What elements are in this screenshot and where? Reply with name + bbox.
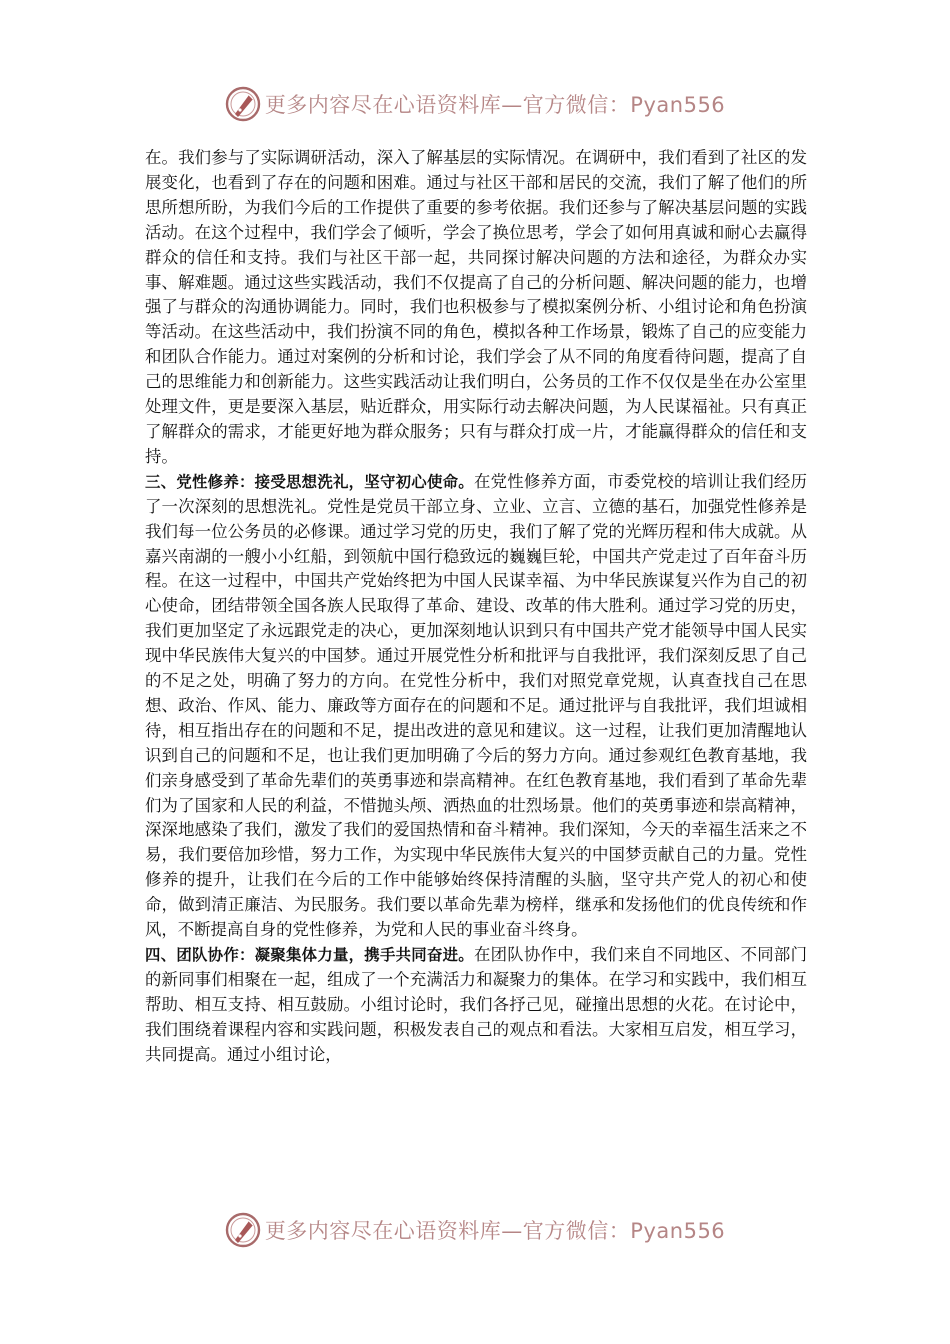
paragraph bbox=[145, 470, 807, 943]
section-heading: 三、党性修养：接受思想洗礼，坚守初心使命。 bbox=[145, 472, 474, 491]
watermark-text: 更多内容尽在心语资料库—官方微信：Pyan556 bbox=[264, 93, 726, 117]
document-body bbox=[145, 146, 807, 1068]
section-heading: 四、团队协作：凝聚集体力量，携手共同奋进。 bbox=[145, 946, 474, 964]
pen-nib-logo-icon bbox=[225, 1212, 261, 1248]
paragraph bbox=[145, 146, 807, 470]
paragraph bbox=[145, 943, 807, 1068]
watermark-footer bbox=[0, 1210, 950, 1250]
paragraph-text: 在团队协作中，我们来自不同地区、不同部门的新同事们相聚在一起，组成了一个充满活力和凝聚力的集体。在学习和实践中，我们相互帮助、相互支持、相互鼓励。小组讨论时，我们各抒己见，碰撞出思想的火花。在讨论中，我们围绕着课程内容和实践问题，积极发表自己的观点和看法。大家相互启发，相互学习，共同提高。通过小组讨论， bbox=[145, 945, 807, 1064]
pen-nib-logo-icon bbox=[225, 86, 261, 122]
paragraph-text: 在。我们参与了实际调研活动，深入了解基层的实际情况。在调研中，我们看到了社区的发展变化，也看到了存在的问题和困难。通过与社区干部和居民的交流，我们了解了他们的所思所想所盼，为我们今后的工作提供了重要的参考依据。我们还参与了解决基层问题的实践活动。在这个过程中，我们学会了倾听，学会了换位思考，学会了如何用真诚和耐心去赢得群众的信任和支持。我们与社区干部一起，共同探讨解决问题的方法和途径，为群众办实事、解难题。通过这些实践活动，我们不仅提高了自己的分析问题、解决问题的能力，也增强了与群众的沟通协调能力。同时，我们也积极参与了模拟案例分析、小组讨论和角色扮演等活动。在这些活动中，我们扮演不同的角色，模拟各种工作场景，锻炼了自己的应变能力和团队合作能力。通过对案例的分析和讨论，我们学会了从不同的角度看待问题，提高了自己的思维能力和创新能力。这些实践活动让我们明白，公务员的工作不仅仅是坐在办公室里处理文件，更是要深入基层，贴近群众，用实际行动去解决问题，为人民谋福祉。只有真正了解群众的需求，才能更好地为群众服务；只有与群众打成一片，才能赢得群众的信任和支持。 bbox=[145, 148, 807, 466]
watermark-text: 更多内容尽在心语资料库—官方微信：Pyan556 bbox=[264, 1219, 726, 1243]
watermark-header bbox=[0, 84, 950, 124]
paragraph-text: 在党性修养方面，市委党校的培训让我们经历了一次深刻的思想洗礼。党性是党员干部立身、立业、立言、立德的基石，加强党性修养是我们每一位公务员的必修课。通过学习党的历史，我们了解了党的光辉历程和伟大成就。从嘉兴南湖的一艘小小红船，到领航中国行稳致远的巍巍巨轮，中国共产党走过了百年奋斗历程。在这一过程中，中国共产党始终把为中国人民谋幸福、为中华民族谋复兴作为自己的初心使命，团结带领全国各族人民取得了革命、建设、改革的伟大胜利。通过学习党的历史，我们更加坚定了永远跟党走的决心，更加深刻地认识到只有中国共产党才能领导中国人民实现中华民族伟大复兴的中国梦。通过开展党性分析和批评与自我批评，我们深刻反思了自己的不足之处，明确了努力的方向。在党性分析中，我们对照党章党规，认真查找自己在思想、政治、作风、能力、廉政等方面存在的问题和不足。通过批评与自我批评，我们坦诚相待，相互指出存在的问题和不足，提出改进的意见和建议。这一过程，让我们更加清醒地认识到自己的问题和不足，也让我们更加明确了今后的努力方向。通过参观红色教育基地，我们亲身感受到了革命先辈们的英勇事迹和崇高精神。在红色教育基地，我们看到了革命先辈们为了国家和人民的利益，不惜抛头颅、洒热血的壮烈场景。他们的英勇事迹和崇高精神，深深地感染了我们，激发了我们的爱国热情和奋斗精神。我们深知，今天的幸福生活来之不易，我们要倍加珍惜，努力工作，为实现中华民族伟大复兴的中国梦贡献自己的力量。党性修养的提升，让我们在今后的工作中能够始终保持清醒的头脑，坚守共产党人的初心和使命，做到清正廉洁、为民服务。我们要以革命先辈为榜样，继承和发扬他们的优良传统和作风，不断提高自身的党性修养，为党和人民的事业奋斗终身。 bbox=[145, 471, 807, 940]
